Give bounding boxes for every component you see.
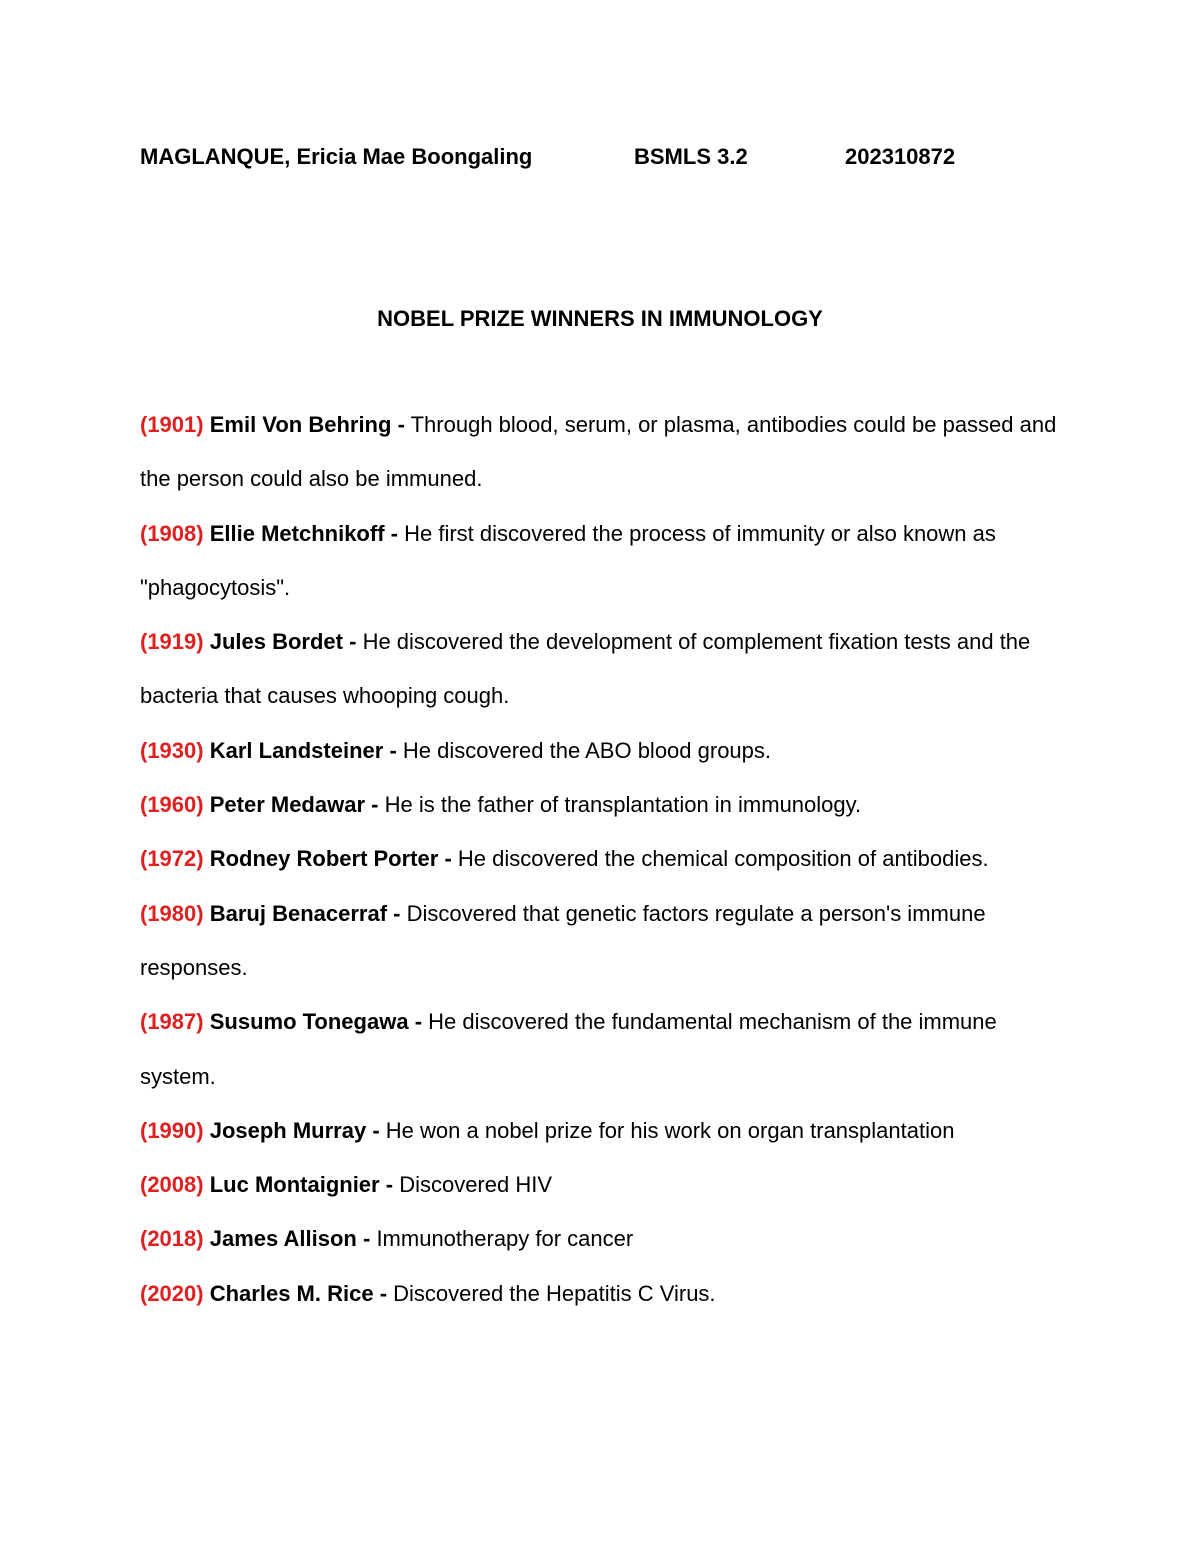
entry-separator: -: [389, 737, 397, 763]
entry-year: (1987): [140, 1009, 204, 1035]
entry-winner: Emil Von Behring: [209, 412, 392, 437]
entry-separator: -: [385, 1172, 394, 1198]
entry-separator: -: [371, 792, 379, 818]
entry-description: Discovered the Hepatitis C Virus.: [393, 1280, 716, 1306]
winner-entry: [140, 615, 1065, 724]
winner-entry: [140, 507, 1065, 616]
entry-year: (1990): [140, 1117, 204, 1143]
entry-separator: -: [444, 846, 452, 872]
entry-year: (2018): [140, 1226, 204, 1252]
winner-entry: [140, 887, 1065, 996]
entry-description: He discovered the ABO blood groups.: [402, 737, 772, 763]
document-title: NOBEL PRIZE WINNERS IN IMMUNOLOGY: [377, 306, 823, 331]
entry-winner: Charles M. Rice: [209, 1280, 374, 1306]
entry-winner: Karl Landsteiner: [209, 737, 384, 763]
entry-year: (1980): [140, 900, 204, 926]
entry-separator: -: [379, 1280, 388, 1306]
winner-entry: [140, 1212, 1065, 1266]
entry-separator: -: [372, 1117, 380, 1143]
entry-separator: -: [362, 1226, 371, 1252]
entry-year: (1908): [140, 520, 204, 546]
entry-description: He discovered the fundamental mechanism of the immune system.: [140, 1009, 997, 1089]
entry-description: Discovered HIV: [399, 1172, 553, 1198]
entry-separator: -: [397, 412, 405, 437]
entry-separator: -: [414, 1009, 423, 1035]
entry-description: He first discovered the process of immunity or also known as "phagocytosis".: [140, 520, 996, 600]
entry-year: (2020): [140, 1280, 204, 1306]
entry-description: He won a nobel prize for his work on organ transplantation: [385, 1117, 955, 1143]
winner-entry: [140, 1104, 1065, 1158]
winners-list: [140, 398, 1065, 1321]
winner-entry: [140, 995, 1065, 1104]
winner-entry: [140, 1267, 1065, 1321]
entry-year: (1930): [140, 737, 204, 763]
entry-winner: Susumo Tonegawa: [209, 1009, 409, 1035]
entry-winner: Peter Medawar: [209, 792, 366, 818]
student-id: 202310872: [845, 144, 956, 169]
entry-winner: Jules Bordet: [209, 629, 343, 655]
entry-year: (1960): [140, 792, 204, 818]
entry-winner: Rodney Robert Porter: [209, 846, 439, 872]
entry-year: (1901): [140, 412, 204, 437]
student-name: MAGLANQUE, Ericia Mae Boongaling: [140, 144, 533, 169]
entry-winner: Joseph Murray: [209, 1117, 367, 1143]
entry-description: He discovered the chemical composition of antibodies.: [457, 846, 989, 872]
entry-description: Discovered that genetic factors regulate a person's immune responses.: [140, 900, 986, 980]
winner-entry: [140, 778, 1065, 832]
entry-description: Through blood, serum, or plasma, antibodies could be passed and the person could also be immuned.: [140, 412, 1057, 492]
entry-year: (1972): [140, 846, 204, 872]
entry-winner: Luc Montaignier: [209, 1172, 380, 1198]
winner-entry: [140, 724, 1065, 778]
entry-winner: Baruj Benacerraf: [209, 900, 388, 926]
entry-year: (1919): [140, 629, 204, 655]
entry-separator: -: [349, 629, 357, 655]
entry-description: He discovered the development of complement fixation tests and the bacteria that causes whooping cough.: [140, 629, 1031, 709]
document-header: [140, 142, 1060, 172]
winner-entry: [140, 832, 1065, 886]
entry-description: He is the father of transplantation in immunology.: [384, 792, 862, 818]
entry-description: Immunotherapy for cancer: [376, 1226, 634, 1252]
course-section: BSMLS 3.2: [634, 144, 748, 169]
entry-separator: -: [390, 520, 398, 546]
entry-winner: James Allison: [209, 1226, 357, 1252]
entry-winner: Ellie Metchnikoff: [209, 520, 385, 546]
winner-entry: [140, 1158, 1065, 1212]
winner-entry: [140, 398, 1065, 507]
entry-year: (2008): [140, 1172, 204, 1198]
entry-separator: -: [393, 900, 401, 926]
